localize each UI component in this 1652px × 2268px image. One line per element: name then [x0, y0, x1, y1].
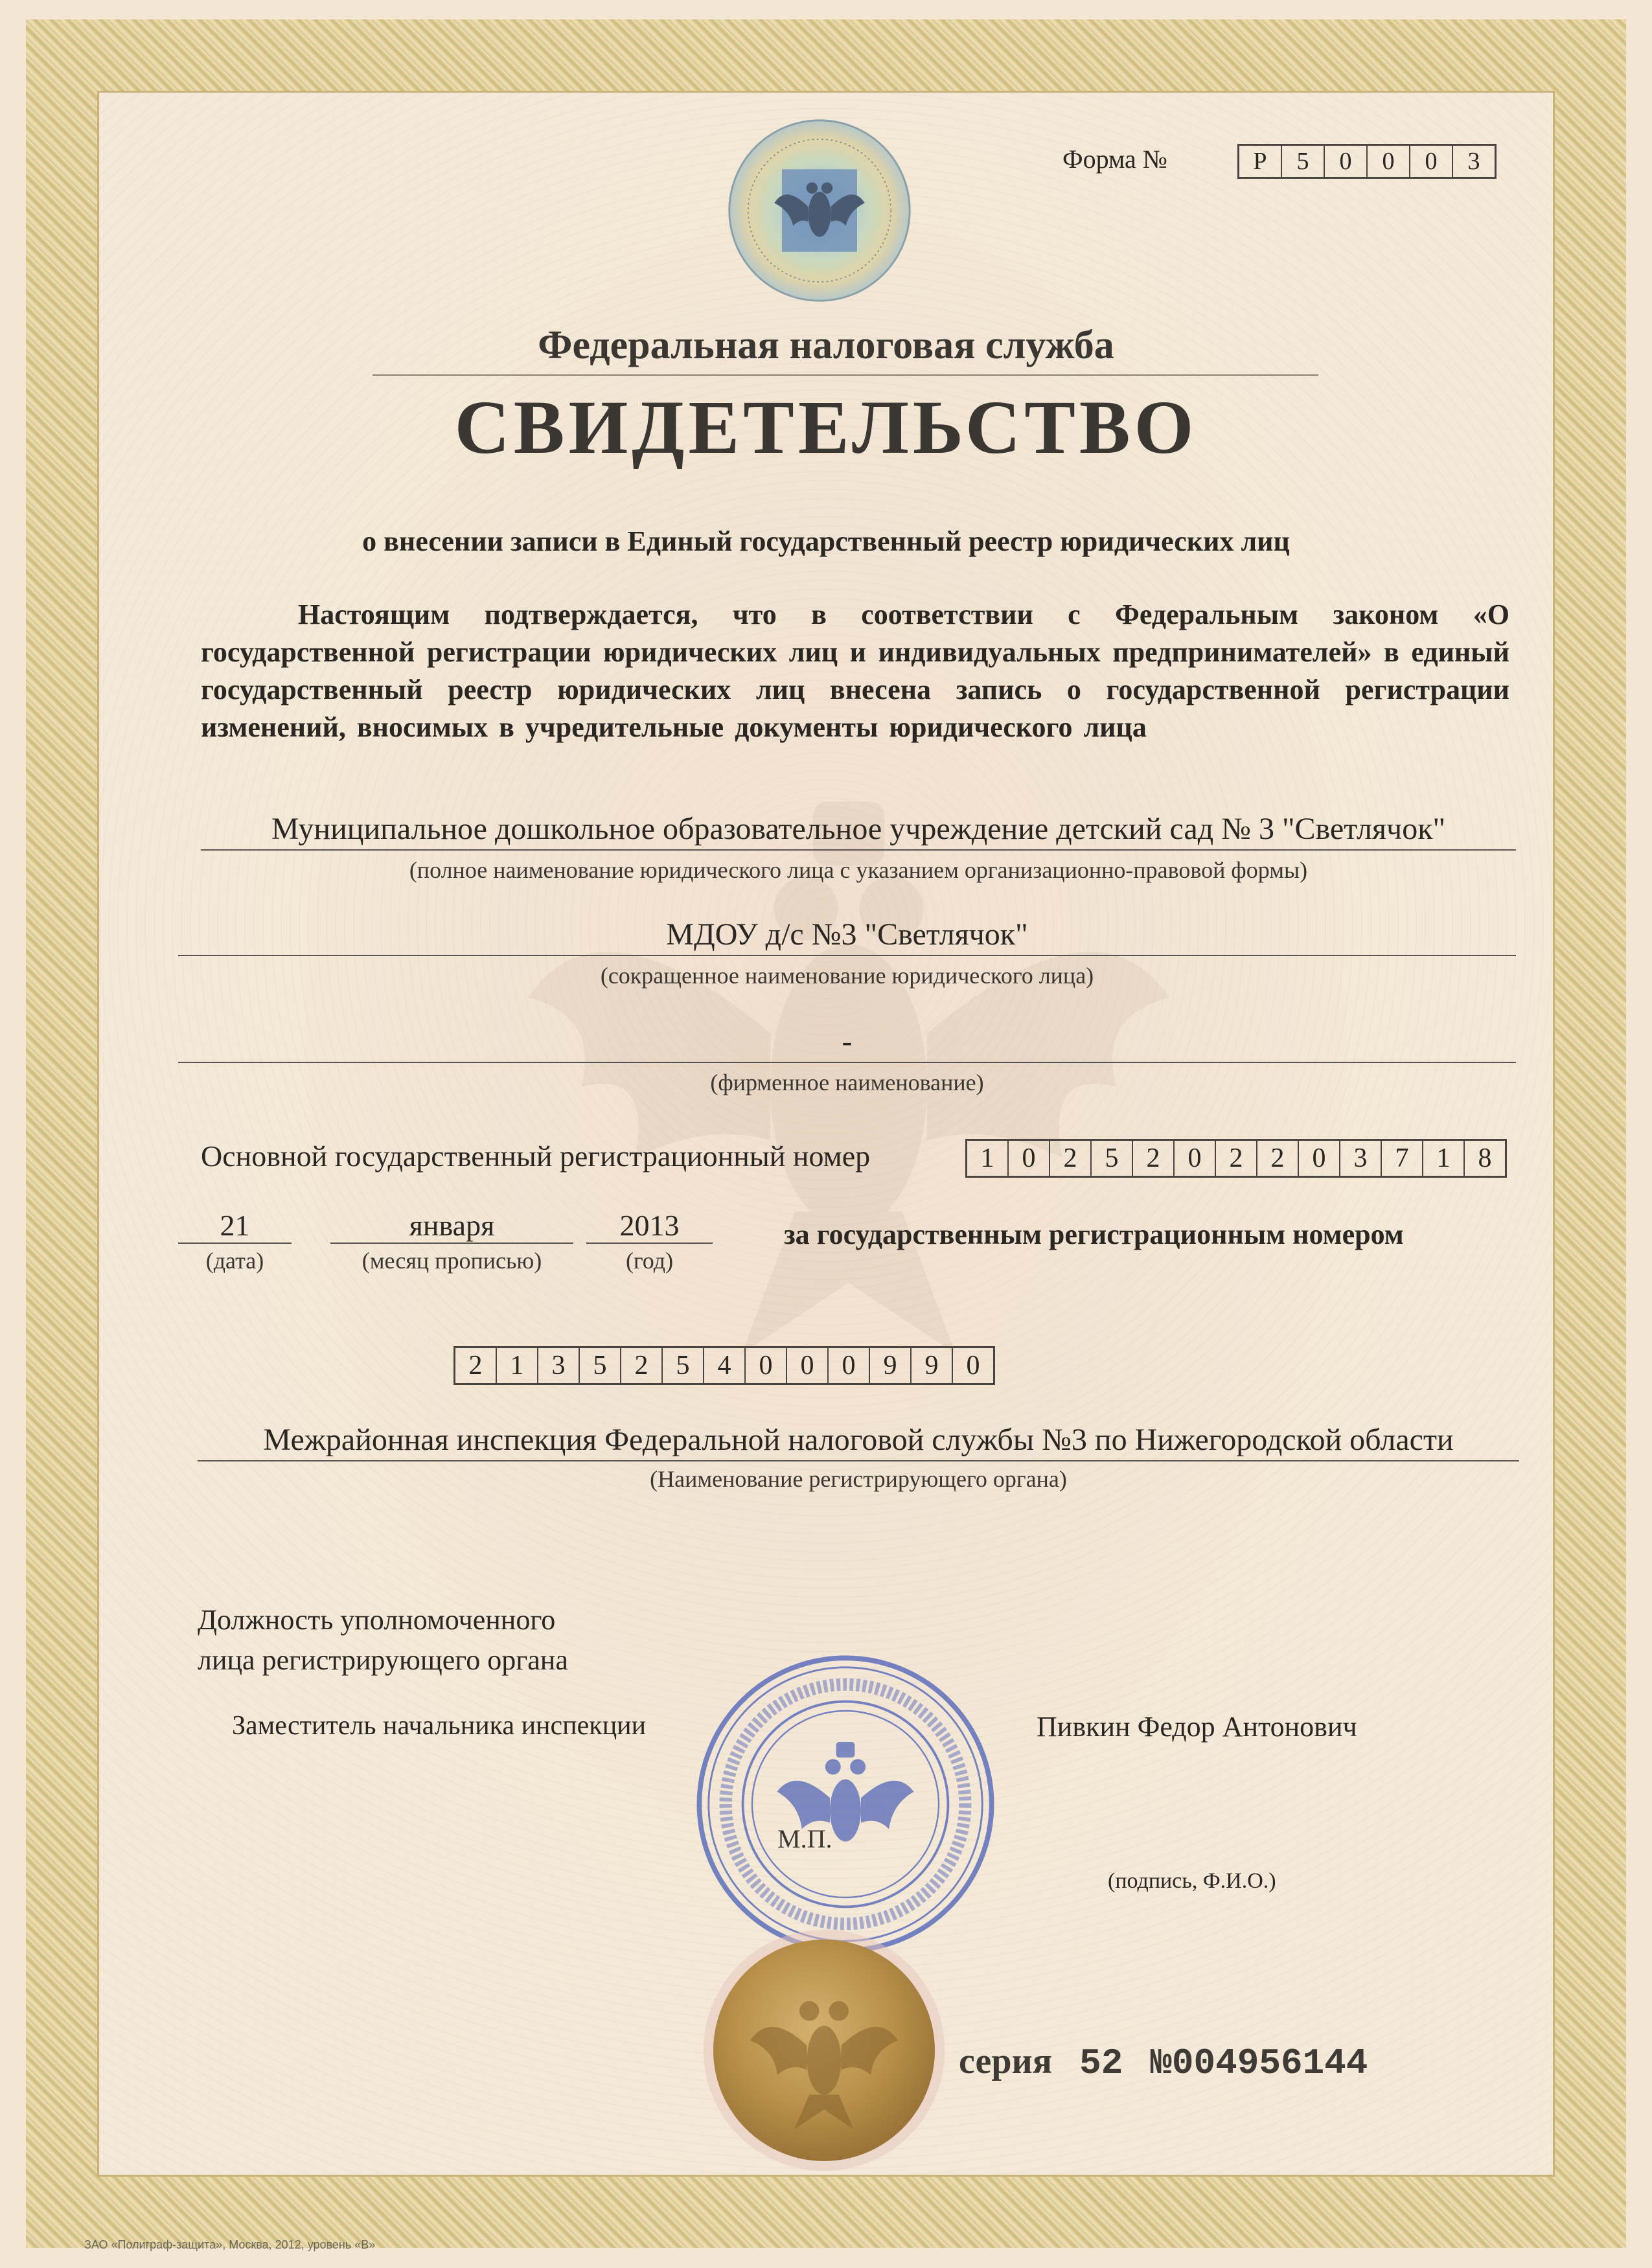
grn-digit: 9: [912, 1348, 953, 1383]
form-number-cell: 5: [1282, 146, 1325, 177]
registering-authority-caption: (Наименование регистрирующего органа): [650, 1466, 1067, 1492]
date-day-caption: (дата): [205, 1248, 264, 1274]
grn-digit: 2: [621, 1348, 663, 1383]
ogrn-digit: 2: [1257, 1141, 1299, 1176]
ogrn-digit: 2: [1216, 1141, 1257, 1176]
form-number-cells: [1237, 144, 1497, 179]
grn-digit: 2: [455, 1348, 497, 1383]
seal-place-label: М.П.: [777, 1824, 832, 1853]
form-number-cell: 0: [1410, 146, 1453, 177]
ogrn-digit: 1: [967, 1141, 1009, 1176]
certificate-body-text: Настоящим подтверждается, что в соответствии с Федеральным законом «О государственной регистрации юридических лиц и индивидуальных предпринимателей» в единый государственный реестр юридических лиц внесена запись о государственной регистрации изменений, вносимых в учредительные документы юридического лица: [201, 599, 1509, 743]
printer-imprint: ЗАО «Полиграф-защита», Москва, 2012, уровень «В»: [84, 2238, 376, 2251]
grn-digit: 9: [870, 1348, 912, 1383]
tax-office-stamp-icon: [690, 1649, 1001, 1960]
date-month: января: [330, 1208, 573, 1244]
date-day: 21: [178, 1208, 292, 1244]
entity-full-name: Муниципальное дошкольное образовательное учреждение детский сад № 3 "Светлячок": [201, 811, 1516, 851]
form-number-cell: Р: [1239, 146, 1282, 177]
official-position: Заместитель начальника инспекции: [232, 1711, 647, 1741]
ogrn-digit: 1: [1423, 1141, 1465, 1176]
grn-digit: 4: [704, 1348, 746, 1383]
series-code: 52: [1079, 2043, 1123, 2084]
signer-name: Пивкин Федор Антонович: [1037, 1711, 1357, 1743]
form-number-cell: 0: [1368, 146, 1410, 177]
entity-short-name-caption: (сокращенное наименование юридического лица): [600, 963, 1094, 989]
certificate-title: СВИДЕТЕЛЬСТВО: [454, 385, 1198, 470]
grn-digit: 5: [663, 1348, 704, 1383]
ogrn-digit: 2: [1050, 1141, 1092, 1176]
registering-authority: Межрайонная инспекция Федеральной налоговой службы №3 по Нижегородской области: [198, 1422, 1519, 1461]
grn-digit: 3: [538, 1348, 580, 1383]
grn-digit: 0: [787, 1348, 829, 1383]
form-number-cell: 3: [1467, 148, 1480, 175]
ogrn-digit: 3: [1340, 1141, 1382, 1176]
official-label: [198, 1600, 568, 1680]
hologram-emblem-icon: [726, 117, 913, 304]
grn-digit: 1: [497, 1348, 538, 1383]
form-number-label: Форма №: [1062, 144, 1167, 174]
title-divider: [373, 374, 1318, 376]
date-month-caption: (месяц прописью): [361, 1248, 542, 1274]
ogrn-digit: 7: [1382, 1141, 1423, 1176]
service-title: Федеральная налоговая служба: [538, 323, 1114, 367]
entity-short-name: МДОУ д/с №3 "Светлячок": [178, 917, 1516, 956]
date-year: 2013: [586, 1208, 713, 1244]
grn-digit: 0: [746, 1348, 787, 1383]
entity-full-name-caption: (полное наименование юридического лица с указанием организационно-правовой формы): [409, 857, 1308, 883]
grn-cells: [453, 1346, 995, 1385]
ogrn-digit: 5: [1092, 1141, 1133, 1176]
grn-label: за государственным регистрационным номером: [784, 1219, 1404, 1250]
ogrn-digit: 0: [1299, 1141, 1340, 1176]
grn-digit: 0: [966, 1351, 980, 1380]
certificate-number: №004956144: [1150, 2043, 1368, 2084]
official-label-line1: Должность уполномоченного: [198, 1604, 556, 1636]
grn-digit: 5: [580, 1348, 621, 1383]
signature-caption: (подпись, Ф.И.О.): [1108, 1869, 1276, 1893]
date-year-caption: (год): [625, 1248, 674, 1274]
series-number: [959, 2041, 1368, 2084]
ogrn-label: Основной государственный регистрационный номер: [201, 1140, 871, 1173]
ogrn-digit: 8: [1478, 1143, 1492, 1173]
entity-brand-name-caption: (фирменное наименование): [710, 1070, 984, 1095]
gold-foil-seal-icon: [701, 1927, 947, 2173]
ogrn-digit: 0: [1175, 1141, 1216, 1176]
ogrn-digit: 0: [1009, 1141, 1050, 1176]
entity-brand-name: -: [178, 1024, 1516, 1063]
ogrn-digit: 2: [1133, 1141, 1175, 1176]
ogrn-cells: [965, 1139, 1507, 1178]
grn-digit: 0: [829, 1348, 870, 1383]
series-label: серия: [959, 2041, 1053, 2081]
official-label-line2: лица регистрирующего органа: [198, 1644, 568, 1676]
form-number-cell: 0: [1325, 146, 1368, 177]
certificate-subtitle: о внесении записи в Единый государственный реестр юридических лиц: [362, 525, 1290, 557]
